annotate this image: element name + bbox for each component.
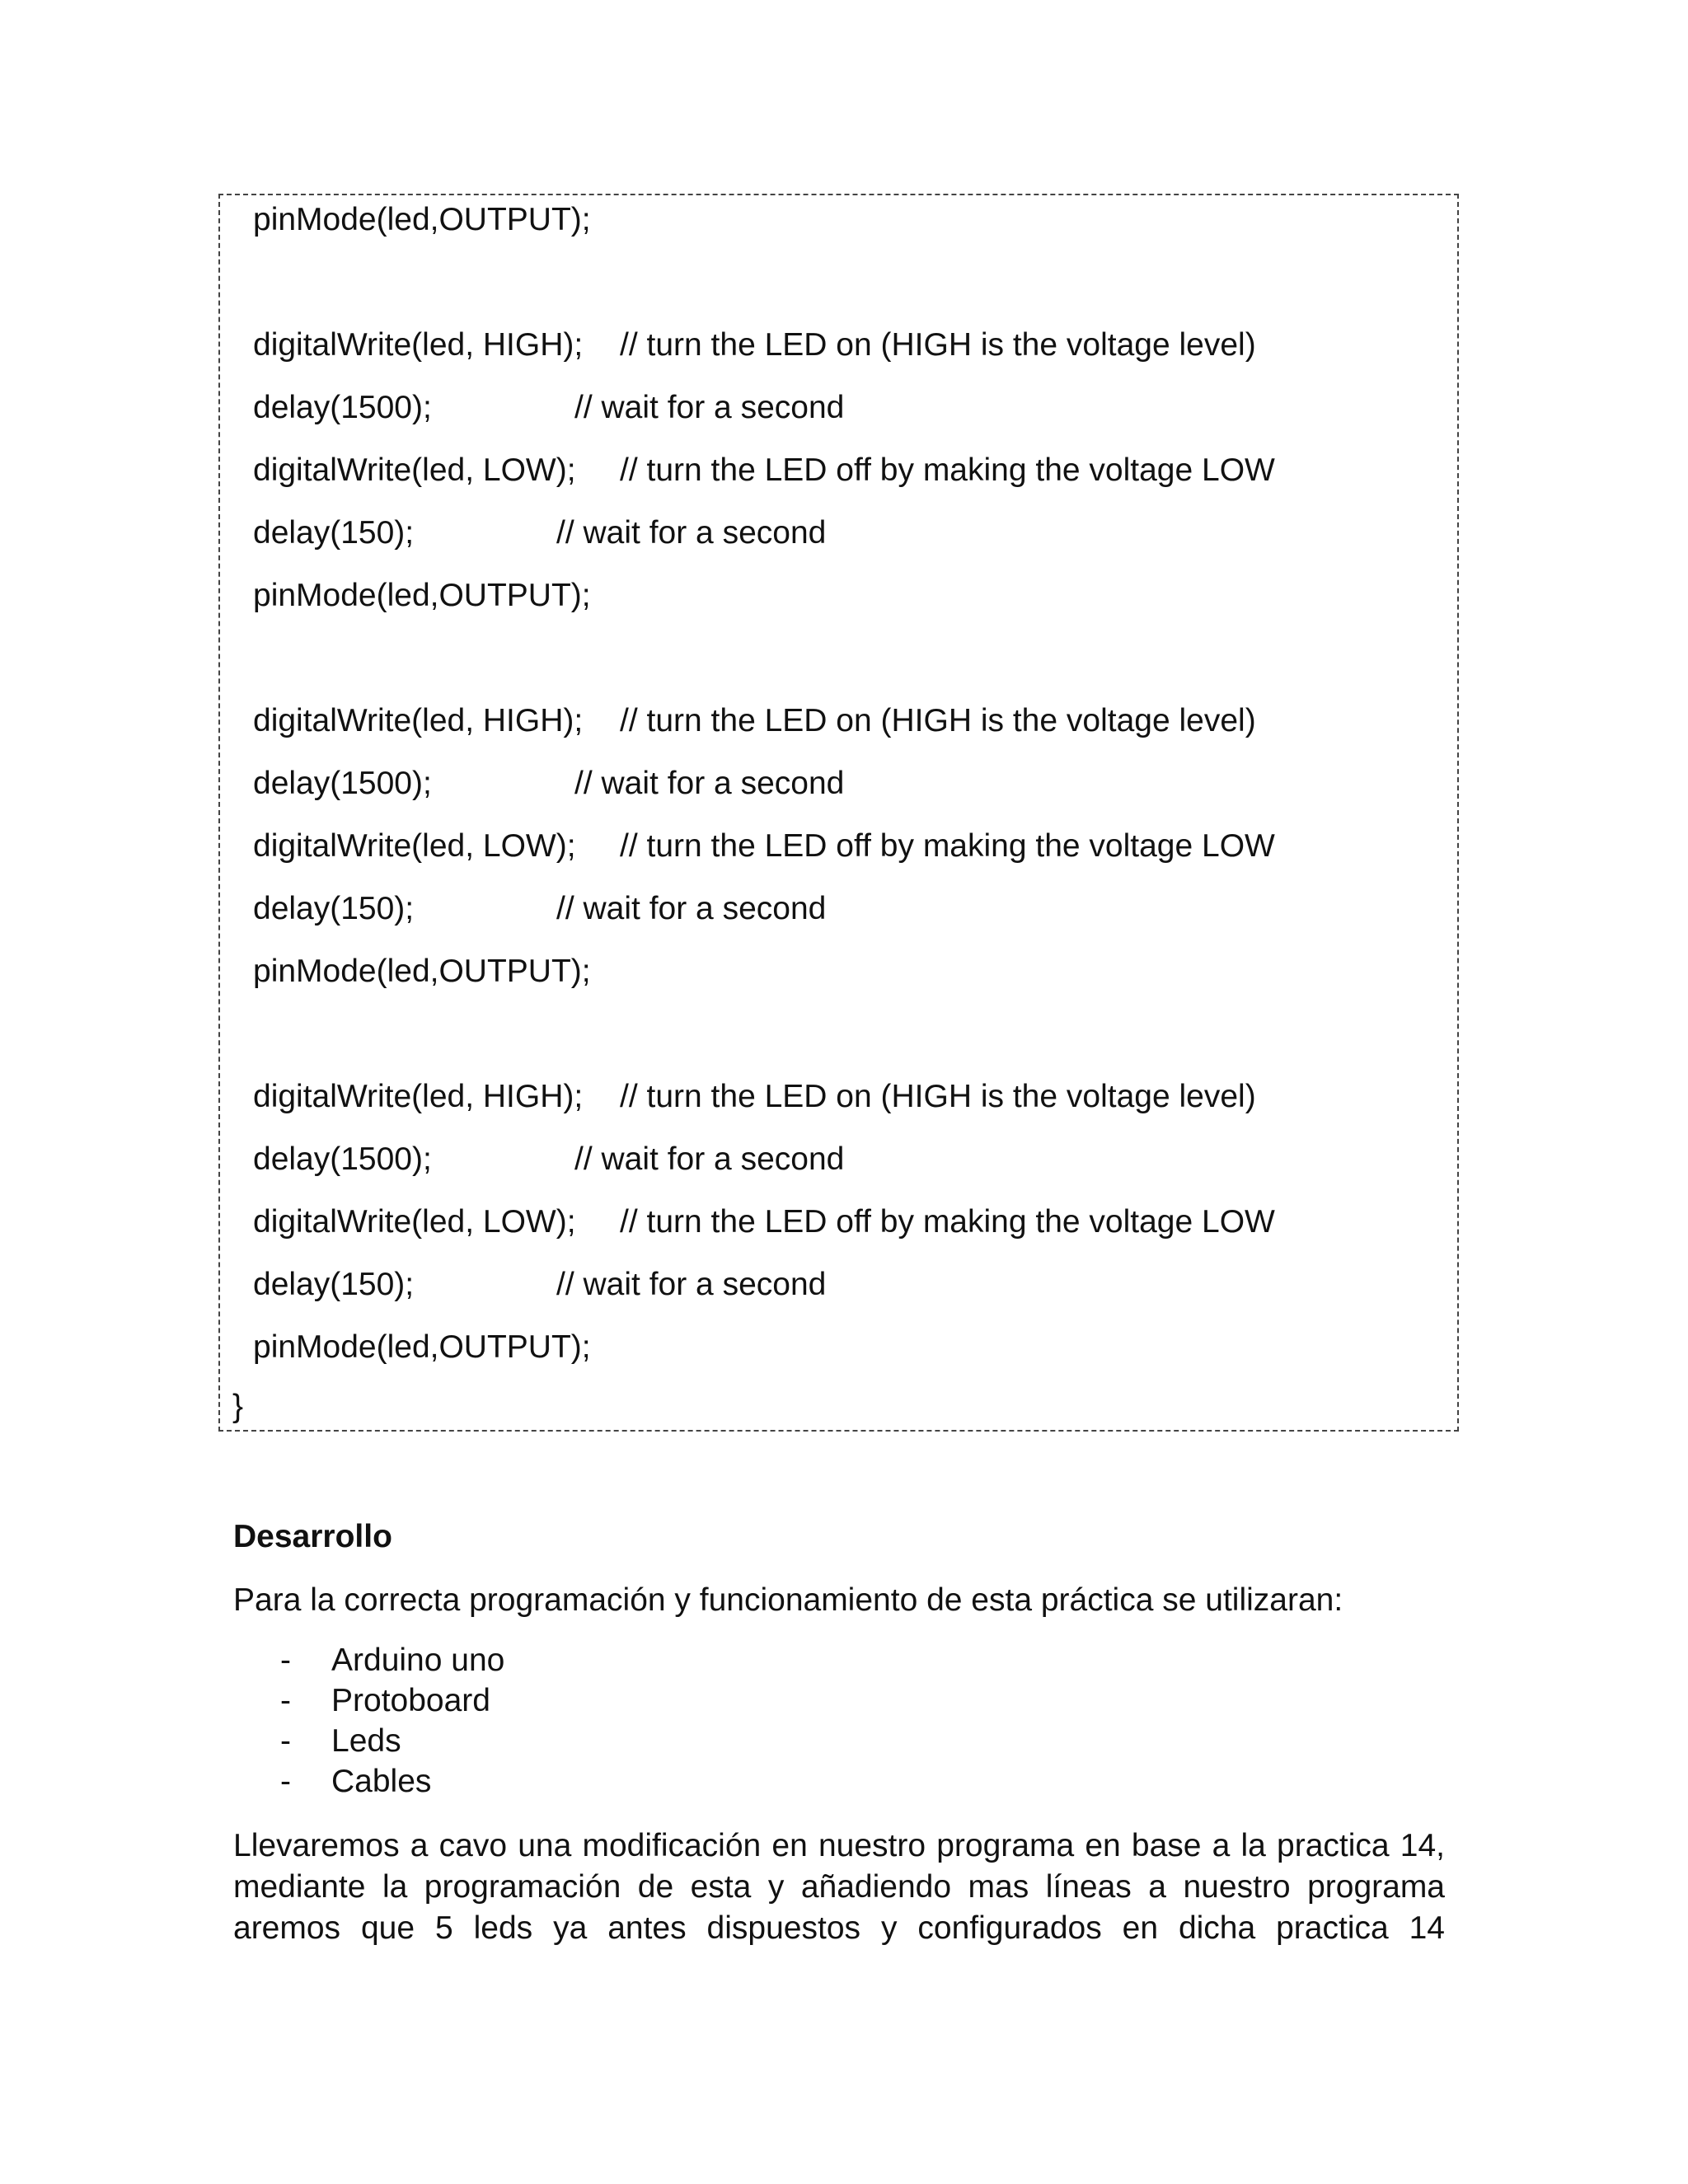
list-dash: -	[280, 1643, 291, 1678]
code-comment: // turn the LED off by making the voltage LOW	[620, 452, 1275, 488]
code-comment: // turn the LED off by making the voltage LOW	[620, 828, 1275, 864]
code-statement: pinMode(led,OUTPUT);	[253, 202, 591, 237]
closing-brace: }	[232, 1389, 244, 1424]
code-comment: // wait for a second	[574, 390, 845, 425]
list-dash: -	[280, 1764, 291, 1799]
list-item-text: Arduino uno	[331, 1643, 505, 1678]
code-line	[253, 383, 845, 433]
code-comment: // wait for a second	[574, 1141, 845, 1177]
code-comment: // turn the LED on (HIGH is the voltage level)	[620, 703, 1256, 738]
code-comment: // turn the LED off by making the voltage LOW	[620, 1204, 1275, 1240]
code-comment: // wait for a second	[556, 515, 827, 551]
code-line	[253, 195, 591, 245]
code-line	[253, 509, 827, 558]
code-line	[253, 884, 827, 934]
code-line	[253, 947, 591, 996]
code-statement: digitalWrite(led, LOW);	[253, 1204, 576, 1240]
code-line	[253, 258, 307, 307]
code-line	[253, 822, 1275, 871]
body-paragraph: Llevaremos a cavo una modificación en nuestro programa en base a la practica 14, mediante la programación de esta y añadiendo mas líneas a nuestro programa aremos que 5 leds ya antes dispuestos y configurados en dicha practica 14	[233, 1828, 1445, 1946]
code-line	[253, 759, 845, 808]
code-comment: // wait for a second	[556, 1267, 827, 1302]
code-comment: // wait for a second	[574, 766, 845, 801]
code-line	[253, 321, 1256, 370]
code-statement: delay(1500);	[253, 1141, 432, 1177]
list-dash: -	[280, 1723, 291, 1759]
code-statement: digitalWrite(led, HIGH);	[253, 703, 584, 738]
code-statement: delay(1500);	[253, 390, 432, 425]
section-heading: Desarrollo	[233, 1519, 392, 1554]
code-line	[253, 446, 1275, 495]
code-statement: digitalWrite(led, HIGH);	[253, 1079, 584, 1114]
code-comment: // turn the LED on (HIGH is the voltage level)	[620, 1079, 1256, 1114]
code-line	[253, 1135, 845, 1184]
list-item-text: Cables	[331, 1764, 432, 1799]
list-item-text: Leds	[331, 1723, 401, 1759]
code-line	[253, 634, 307, 683]
code-line	[253, 1010, 307, 1059]
code-statement: digitalWrite(led, LOW);	[253, 452, 576, 488]
code-statement: delay(150);	[253, 1267, 415, 1302]
list-item-text: Protoboard	[331, 1683, 490, 1718]
code-line	[253, 696, 1256, 746]
code-line	[253, 1197, 1275, 1247]
code-statement: delay(150);	[253, 891, 415, 926]
code-line	[253, 571, 591, 621]
code-comment: // wait for a second	[556, 891, 827, 926]
code-statement: delay(1500);	[253, 766, 432, 801]
code-line	[253, 1323, 591, 1372]
code-statement: pinMode(led,OUTPUT);	[253, 578, 591, 613]
code-statement: digitalWrite(led, HIGH);	[253, 327, 584, 363]
code-statement: pinMode(led,OUTPUT);	[253, 1329, 591, 1365]
code-statement: digitalWrite(led, LOW);	[253, 828, 576, 864]
code-line	[253, 1072, 1256, 1122]
list-dash: -	[280, 1683, 291, 1718]
intro-paragraph: Para la correcta programación y funcionamiento de esta práctica se utilizaran:	[233, 1582, 1343, 1618]
code-statement: pinMode(led,OUTPUT);	[253, 954, 591, 989]
code-line	[253, 1260, 827, 1310]
code-listing-box	[218, 194, 1459, 1432]
code-statement: delay(150);	[253, 515, 415, 551]
code-comment: // turn the LED on (HIGH is the voltage level)	[620, 327, 1256, 363]
